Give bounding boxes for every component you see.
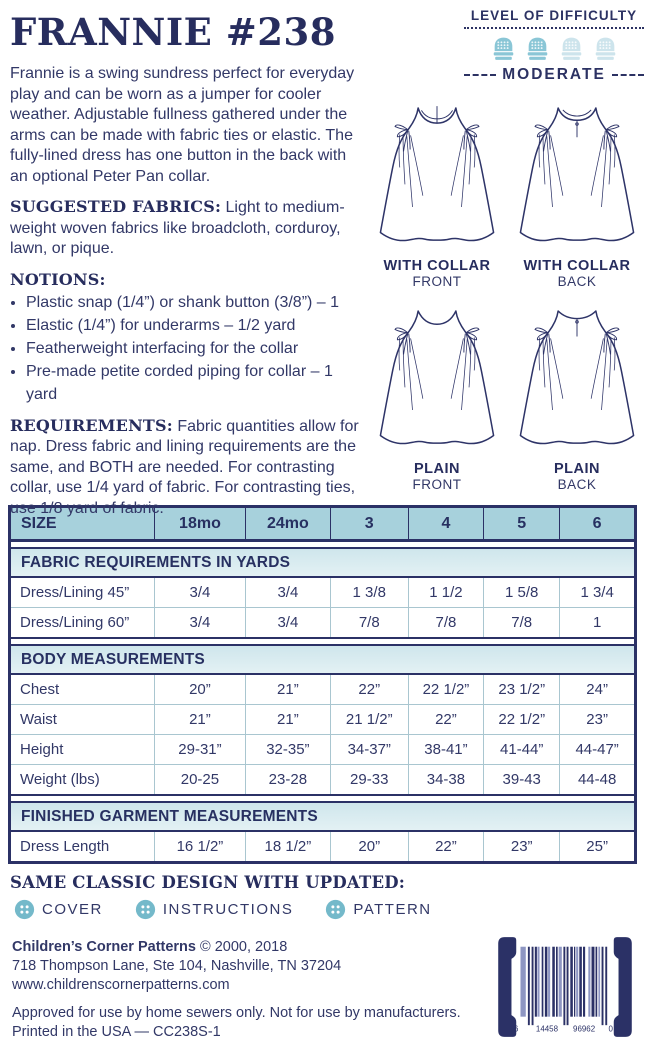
table-cell: 38-41” xyxy=(408,735,483,765)
table-cell: 3/4 xyxy=(154,608,245,639)
table-cell: 44-47” xyxy=(560,735,634,765)
table-cell: 7/8 xyxy=(330,608,408,639)
table-cell: 29-31” xyxy=(154,735,245,765)
table-cell: 3/4 xyxy=(245,608,330,639)
table-header-cell: 3 xyxy=(330,508,408,541)
table-cell: 1 1/2 xyxy=(408,578,483,608)
table-cell: 32-35” xyxy=(245,735,330,765)
row-label: Dress/Lining 45” xyxy=(11,578,154,608)
table-cell: 21” xyxy=(154,705,245,735)
printed-line: Printed in the USA — CC238S-1 xyxy=(12,1024,221,1040)
table-section xyxy=(11,832,634,861)
difficulty-level xyxy=(464,66,644,84)
dress-view xyxy=(508,295,646,492)
table-cell: 20-25 xyxy=(154,765,245,796)
table-cell: 23 1/2” xyxy=(484,675,560,705)
table-section-title: FABRIC REQUIREMENTS IN YARDS xyxy=(11,547,634,578)
table-cell: 21 1/2” xyxy=(330,705,408,735)
table-cell: 23” xyxy=(484,832,560,861)
barcode-digit-right: 0 xyxy=(608,1024,613,1034)
table-section-title: BODY MEASUREMENTS xyxy=(11,644,634,675)
table-cell: 20” xyxy=(154,675,245,705)
updated-item-label: COVER xyxy=(42,901,103,918)
dress-illustration-with-collar-front xyxy=(371,92,503,257)
approval-line: Approved for use by home sewers only. Not for use by manufacturers. xyxy=(12,1005,461,1021)
table-cell: 34-37” xyxy=(330,735,408,765)
table-row xyxy=(11,735,634,765)
dress-view xyxy=(368,295,506,492)
difficulty-heading: LEVEL OF DIFFICULTY xyxy=(470,8,638,23)
suggested-fabrics-text: Light to medium-weight woven fabrics like broadcloth, corduroy, lawn, or pique. xyxy=(10,199,345,257)
table-section xyxy=(11,578,634,639)
requirements-label: REQUIREMENTS: xyxy=(10,415,173,435)
barcode-digit-left: 6 xyxy=(513,1024,519,1034)
table-cell: 1 3/8 xyxy=(330,578,408,608)
description-column xyxy=(10,8,368,517)
table-section xyxy=(11,675,634,796)
row-label: Waist xyxy=(11,705,154,735)
table-cell: 7/8 xyxy=(484,608,560,639)
publisher-name: Children’s Corner Patterns xyxy=(12,939,196,955)
dotted-divider xyxy=(464,27,644,29)
dress-view-title: WITH COLLAR xyxy=(523,258,631,274)
button-icon xyxy=(325,899,346,920)
table-row xyxy=(11,765,634,796)
table-cell: 22 1/2” xyxy=(408,675,483,705)
footer-text xyxy=(12,938,495,1045)
updated-block xyxy=(10,873,645,920)
table-row xyxy=(11,705,634,735)
updated-item-label: INSTRUCTIONS xyxy=(162,901,294,918)
table-cell: 21” xyxy=(245,675,330,705)
table-cell: 23” xyxy=(560,705,634,735)
table-cell: 20” xyxy=(330,832,408,861)
table-cell: 1 xyxy=(560,608,634,639)
dress-view-title: PLAIN xyxy=(414,461,460,477)
copyright-text: © 2000, 2018 xyxy=(200,939,288,955)
updated-item-instructions xyxy=(135,899,294,920)
barcode-digits-group2: 96962 xyxy=(573,1024,596,1034)
barcode xyxy=(495,934,637,1045)
website-link: www.childrenscornerpatterns.com xyxy=(12,977,230,993)
dress-views-grid xyxy=(368,92,646,492)
table-cell: 22 1/2” xyxy=(484,705,560,735)
dress-view-subtitle: BACK xyxy=(557,477,597,492)
table-header-cell: 5 xyxy=(484,508,560,541)
table-cell: 41-44” xyxy=(484,735,560,765)
footer-section xyxy=(12,938,637,1045)
suggested-fabrics xyxy=(10,197,368,260)
illustration-column xyxy=(368,8,646,497)
table-cell: 39-43 xyxy=(484,765,560,796)
size-table xyxy=(8,505,637,864)
dress-illustration-plain-front xyxy=(371,295,503,460)
dress-view-title: WITH COLLAR xyxy=(383,258,491,274)
updated-item-cover xyxy=(14,899,103,920)
dress-illustration-with-collar-back xyxy=(511,92,643,257)
thimble-icon xyxy=(558,35,585,62)
notion-item: • Pre-made petite corded piping for collar – 1 yard xyxy=(26,360,368,406)
table-cell: 24” xyxy=(560,675,634,705)
dress-view xyxy=(368,92,506,289)
row-label: Chest xyxy=(11,675,154,705)
dress-view-subtitle: FRONT xyxy=(412,477,462,492)
thimble-icon xyxy=(592,35,619,62)
table-cell: 16 1/2” xyxy=(154,832,245,861)
table-header-cell: 4 xyxy=(408,508,483,541)
suggested-fabrics-label: SUGGESTED FABRICS: xyxy=(10,197,222,216)
difficulty-block xyxy=(464,8,644,84)
table-row xyxy=(11,832,634,861)
dress-view xyxy=(508,92,646,289)
intro-text: Frannie is a swing sundress perfect for everyday play and can be worn as a jumper for cooler weather. Adjustable fullness gathered under the arms can be made with fabric ties or elastic. The fully-lined dress has one button in the back with an optional Peter Pan collar. xyxy=(10,65,355,185)
difficulty-level-label: MODERATE xyxy=(502,66,606,83)
publisher-line xyxy=(12,938,495,957)
table-cell: 44-48 xyxy=(560,765,634,796)
table-row xyxy=(11,675,634,705)
barcode-digits-group1: 14458 xyxy=(535,1024,559,1034)
thimble-icon xyxy=(490,35,517,62)
approval-block xyxy=(12,1004,495,1042)
difficulty-thimbles xyxy=(464,35,644,62)
table-cell: 3/4 xyxy=(245,578,330,608)
top-section xyxy=(0,0,645,517)
updated-item-label: PATTERN xyxy=(353,901,432,918)
table-cell: 22” xyxy=(408,832,483,861)
table-cell: 1 5/8 xyxy=(484,578,560,608)
notions-label: NOTIONS: xyxy=(10,269,106,289)
table-cell: 3/4 xyxy=(154,578,245,608)
table-cell: 22” xyxy=(330,675,408,705)
dress-illustration-plain-back xyxy=(511,295,643,460)
notion-item: • Elastic (1/4”) for underarms – 1/2 yard xyxy=(26,314,368,337)
notions-list xyxy=(10,291,368,406)
table-cell: 25” xyxy=(560,832,634,861)
table-header-cell: 6 xyxy=(560,508,634,541)
table-row xyxy=(11,578,634,608)
table-row xyxy=(11,608,634,639)
table-cell: 22” xyxy=(408,705,483,735)
updated-item-pattern xyxy=(325,899,431,920)
table-header-cell: 24mo xyxy=(245,508,330,541)
table-cell: 7/8 xyxy=(408,608,483,639)
table-cell: 29-33 xyxy=(330,765,408,796)
table-cell: 23-28 xyxy=(245,765,330,796)
row-label: Weight (lbs) xyxy=(11,765,154,796)
button-icon xyxy=(14,899,35,920)
dress-view-subtitle: BACK xyxy=(557,274,597,289)
updated-row xyxy=(14,899,645,920)
table-cell: 18 1/2” xyxy=(245,832,330,861)
table-cell: 21” xyxy=(245,705,330,735)
notion-item: • Plastic snap (1/4”) or shank button (3/8”) – 1 xyxy=(26,291,368,314)
dash-left xyxy=(464,74,496,76)
requirements xyxy=(10,416,368,520)
row-label: Dress Length xyxy=(11,832,154,861)
address-line: 718 Thompson Lane, Ste 104, Nashville, TN 37204 xyxy=(12,958,342,974)
table-cell: 34-38 xyxy=(408,765,483,796)
updated-heading: SAME CLASSIC DESIGN WITH UPDATED: xyxy=(10,873,406,892)
barcode-image xyxy=(495,934,635,1040)
row-label: Dress/Lining 60” xyxy=(11,608,154,639)
notion-item: • Featherweight interfacing for the collar xyxy=(26,337,368,360)
button-icon xyxy=(135,899,156,920)
thimble-icon xyxy=(524,35,551,62)
dash-right xyxy=(612,74,644,76)
dress-view-subtitle: FRONT xyxy=(412,274,462,289)
table-section-title: FINISHED GARMENT MEASUREMENTS xyxy=(11,801,634,832)
table-header-cell: SIZE xyxy=(11,508,154,541)
row-label: Height xyxy=(11,735,154,765)
table-cell: 1 3/4 xyxy=(560,578,634,608)
page-title: FRANNIE #238 xyxy=(10,10,336,54)
table-sections xyxy=(11,542,634,861)
requirements-text: Fabric quantities allow for nap. Dress fabric and lining requirements are the same, and BOTH are needed. For contrasting collar, use 1/4 yard of fabric. For contrasting ties, use 1/8 yard of fabric. xyxy=(10,417,359,517)
dress-view-title: PLAIN xyxy=(554,461,600,477)
table-header-cell: 18mo xyxy=(154,508,245,541)
